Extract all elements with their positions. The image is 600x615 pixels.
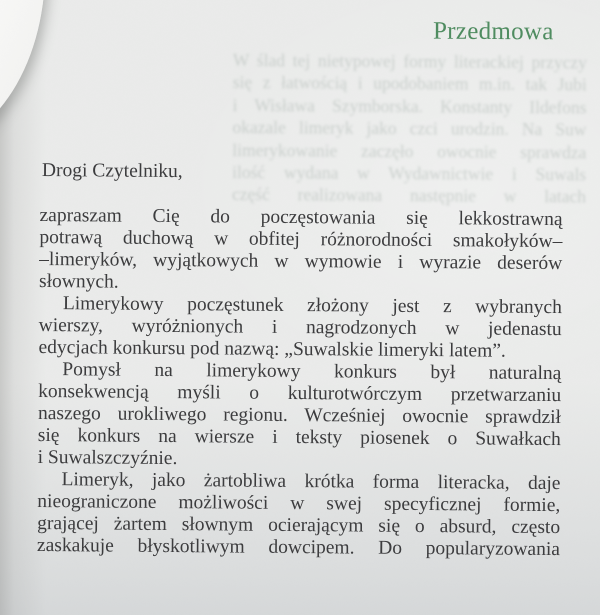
- text-line: Limeryk, jako żartobliwa krótka forma literacka, daje: [61, 469, 561, 495]
- text-line: grającej żartem słownym ocierającym się o absurd, często: [37, 512, 561, 539]
- text-line: i Suwalszczyźnie.: [37, 446, 178, 470]
- text-line: –limeryków, wyjątkowych w wymowie i wyrazie deserów: [39, 248, 563, 275]
- text-line: potrawą duchową w obfitej różnorodności smakołyków–: [39, 226, 563, 253]
- text-line: się konkurs na wiersze i teksty piosenek o Suwałkach: [37, 424, 561, 451]
- ghost-line: limerykowanie zaczęło owocnie sprawdza: [232, 139, 587, 163]
- text-line: nieograniczone możliwości w swej specyficznej formie,: [37, 490, 561, 517]
- body-paragraphs: [37, 205, 563, 561]
- text-line: konsekwencją myśli o kulturotwórczym przetwarzaniu: [38, 380, 562, 407]
- text-line: wierszy, wyróżnionych i nagrodzonych w jedenastu: [38, 314, 562, 341]
- ghost-line: się z łatwością i upodobaniem m.in. tak Jubi: [232, 72, 587, 95]
- text-line: zaskakuje błyskotliwym dowcipem. Do popularyzowania: [36, 534, 561, 561]
- salutation: Drogi Czytelniku,: [41, 160, 183, 183]
- page-curl: [0, 0, 45, 150]
- ghost-line: W ślad tej nietypowej formy literackiej przyczy: [232, 49, 587, 73]
- text-line: słownych.: [38, 270, 119, 293]
- text-line: Limerykowy poczęstunek złożony jest z wybranych: [62, 293, 562, 319]
- ghost-line: okazale limeryk jako czci urodzin. Na Suw: [232, 117, 587, 140]
- ghost-line: i Wisława Szymborska. Konstanty Ildefons: [232, 94, 587, 118]
- ghost-line: ilość wydana w Wydawnictwie i Suwals: [232, 162, 587, 185]
- body-text: [37, 160, 563, 561]
- text-line: naszego urokliwego regionu. Wcześniej owocnie sprawdził: [37, 402, 562, 429]
- text-line: Pomysł na limerykowy konkurs był naturalną: [62, 359, 562, 385]
- ghost-line: część realizowana następnie w latach: [231, 184, 587, 207]
- chapter-title: Przedmowa: [433, 17, 555, 46]
- text-line: edycjach konkursu pod nazwą: „Suwalskie limeryki latem”.: [38, 336, 506, 362]
- text-line: zapraszam Cię do poczęstowania się lekkostrawną: [39, 204, 563, 231]
